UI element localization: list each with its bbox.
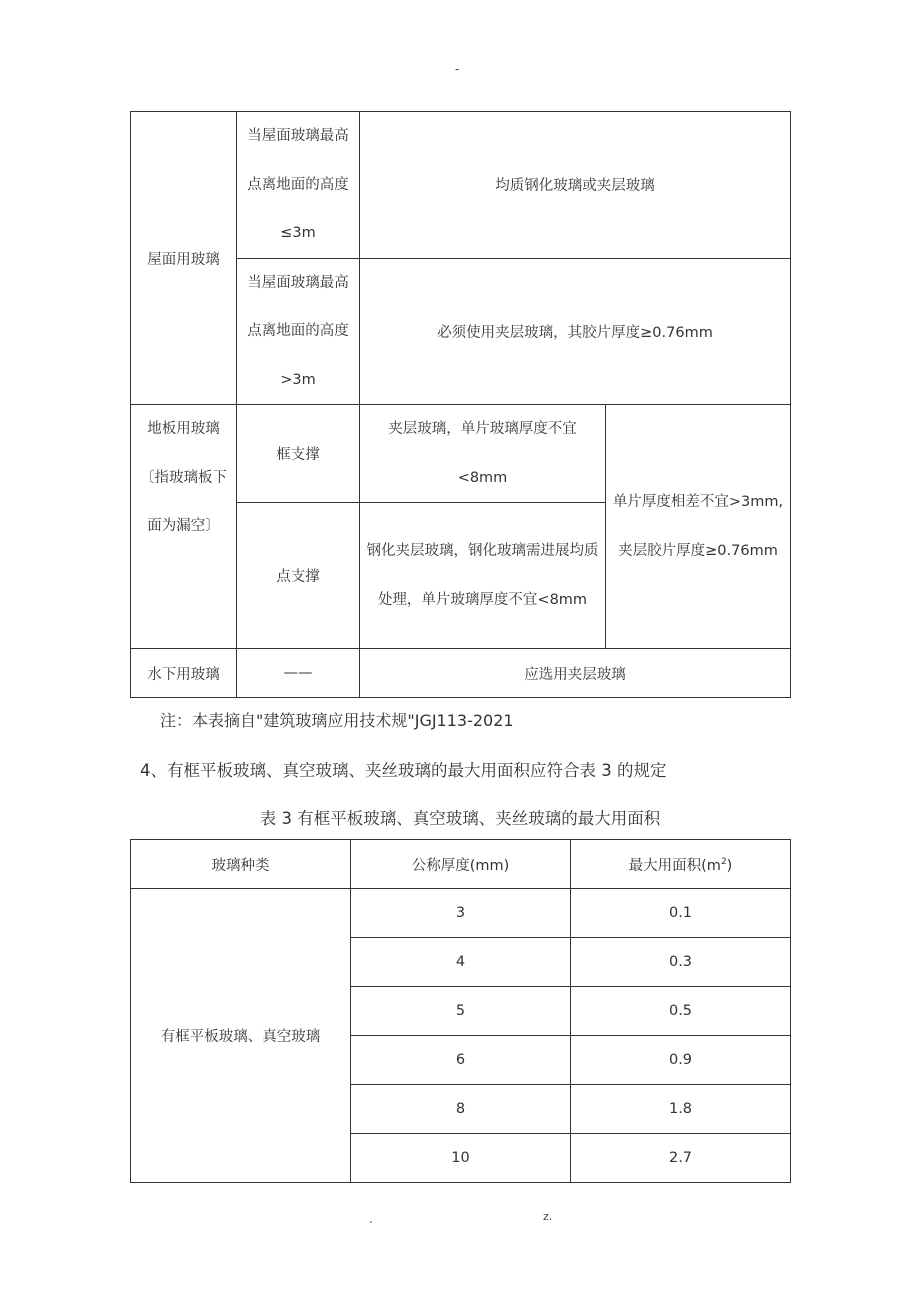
frame-support-requirement: 夹层玻璃，单片玻璃厚度不宜<8mm	[360, 405, 606, 503]
underwater-glass-category: 水下用玻璃	[131, 649, 237, 698]
floor-common-requirement: 单片厚度相差不宜>3mm,夹层胶片厚度≥0.76mm	[606, 405, 791, 649]
area-cell: 0.1	[571, 889, 791, 938]
area-cell: 0.3	[571, 938, 791, 987]
footer-right-mark: z.	[543, 1210, 553, 1223]
thickness-cell: 5	[351, 987, 571, 1036]
table-source-note: 注：本表摘自"建筑玻璃应用技术规"JGJ113-2021	[160, 711, 514, 730]
roof-condition-high: 当屋面玻璃最高点离地面的高度>3m	[237, 258, 360, 405]
header-mark: -	[455, 62, 460, 76]
point-support-label: 点支撑	[237, 503, 360, 649]
thickness-cell: 6	[351, 1036, 571, 1085]
point-support-requirement: 钢化夹层玻璃，钢化玻璃需进展均质处理，单片玻璃厚度不宜<8mm	[360, 503, 606, 649]
glass-group-label: 有框平板玻璃、真空玻璃	[131, 889, 351, 1183]
roof-condition-low: 当屋面玻璃最高点离地面的高度≤3m	[237, 112, 360, 259]
glass-usage-table	[130, 111, 791, 698]
header-max-area: 最大用面积$(m^2)$	[571, 840, 791, 889]
area-cell: 0.5	[571, 987, 791, 1036]
underwater-condition: ——	[237, 649, 360, 698]
area-cell: 0.9	[571, 1036, 791, 1085]
underwater-requirement: 应选用夹层玻璃	[360, 649, 791, 698]
footer-left-mark: .	[369, 1212, 373, 1226]
thickness-cell: 3	[351, 889, 571, 938]
requirement-paragraph: 4、有框平板玻璃、真空玻璃、夹丝玻璃的最大用面积应符合表 3 的规定	[140, 761, 667, 780]
thickness-cell: 10	[351, 1134, 571, 1183]
header-thickness: 公称厚度(mm)	[351, 840, 571, 889]
area-cell: 1.8	[571, 1085, 791, 1134]
thickness-cell: 4	[351, 938, 571, 987]
roof-requirement-high: 必须使用夹层玻璃，其胶片厚度≥0.76mm	[360, 258, 791, 405]
table3-caption: 表 3 有框平板玻璃、真空玻璃、夹丝玻璃的最大用面积	[259, 809, 661, 828]
area-cell: 2.7	[571, 1134, 791, 1183]
floor-glass-category: 地板用玻璃〔指玻璃板下面为漏空〕	[131, 405, 237, 649]
roof-glass-category: 屋面用玻璃	[131, 112, 237, 405]
thickness-cell: 8	[351, 1085, 571, 1134]
frame-support-label: 框支撑	[237, 405, 360, 503]
max-area-table	[130, 839, 791, 1183]
header-glass-type: 玻璃种类	[131, 840, 351, 889]
roof-requirement-low: 均质钢化玻璃或夹层玻璃	[360, 112, 791, 259]
